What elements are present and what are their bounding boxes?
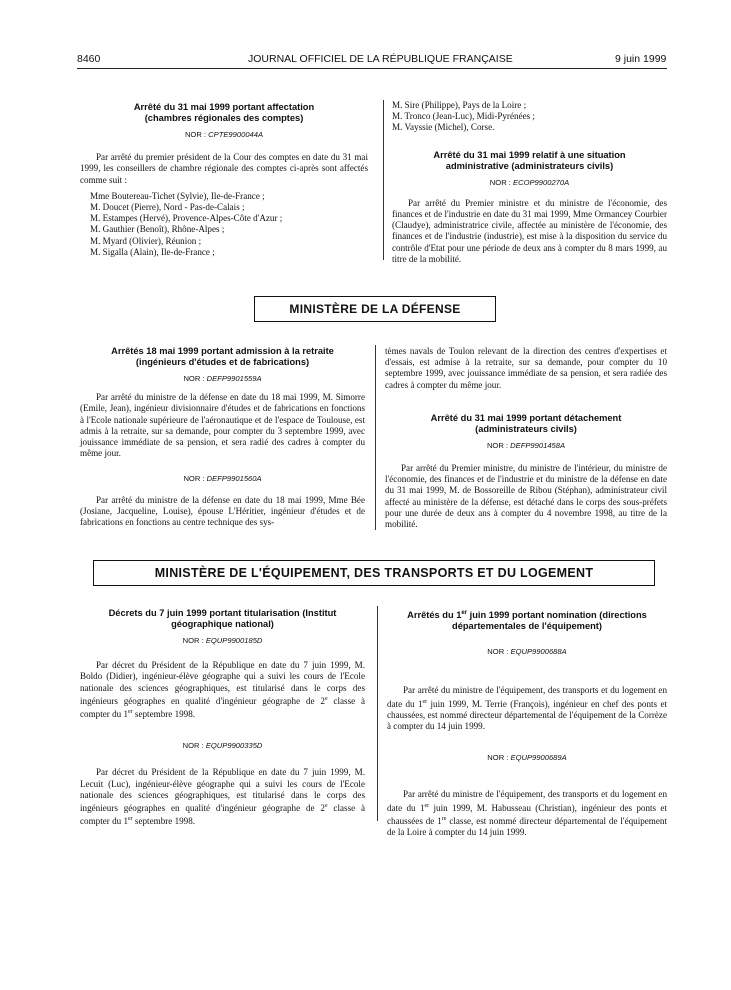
list-item: M. Sigalla (Alain), Ile-de-France ; xyxy=(90,246,215,257)
section1-left-column xyxy=(80,102,368,258)
column-separator xyxy=(383,100,384,260)
journal-title: JOURNAL OFFICIEL DE LA RÉPUBLIQUE FRANÇAISE xyxy=(248,53,513,65)
article-text: Par arrêté du ministre de la défense en date du 18 mai 1999, M. Simorre (Emile, Jean), ingénieur divisionnaire d'études et de fabrications en fonctions à l'Ecole nationale supérieure de l'aéronautique et de l'espace de Toulouse, est admis à la retraite, sur sa demande, pour compter du 3 septembre 1999, avec jouissance immédiate de sa pension, et sera radié des cadres à compter du même jour. xyxy=(80,392,365,459)
nor-reference: NOR : DEFP9901458A xyxy=(486,440,566,450)
nor-reference: NOR : DEFP9901559A xyxy=(183,374,262,383)
list-item: M. Gauthier (Benoît), Rhône-Alpes ; xyxy=(90,224,225,235)
article-title: Arrêtés 18 mai 1999 portant admission à la retraite (ingénieurs d'études et de fabrications) xyxy=(111,346,334,367)
section3-right-column xyxy=(387,608,667,838)
list-item: M. Myard (Olivier), Réunion ; xyxy=(90,235,202,246)
section3-left-column xyxy=(80,608,365,828)
article-text: Par arrêté du ministre de l'équipement, des transports et du logement en date du 1er juin 1999, M. Terrie (François), ingénieur en chef des ponts et chaussées, est nommé directeur départemental de l'équipement de la Corrèze à compter du 14 juin 1999. xyxy=(387,685,668,731)
list-item: M. Sire (Philippe), Pays de la Loire ; xyxy=(392,100,527,110)
section2-left-column xyxy=(80,346,365,528)
nor-reference: NOR : EQUP9900185D xyxy=(182,636,263,645)
page-number: 8460 xyxy=(77,53,101,65)
assignment-list xyxy=(80,191,368,258)
list-item: Mme Boutereau-Tichet (Sylvie), Ile-de-France ; xyxy=(90,190,265,201)
article-title: Décrets du 7 juin 1999 portant titularisation (Institut géographique national) xyxy=(108,608,337,629)
article-text: Par décret du Président de la République en date du 7 juin 1999, M. Lecuit (Luc), ingénieur-élève géographe qui a suivi les cours de l'Ecole nationale des sciences géographiques, est titularisé dans le corps des ingénieurs géographes en qualité d'ingénieur géographe de 2e classe à compter du 1er septembre 1998. xyxy=(80,767,366,827)
ministry-heading: MINISTÈRE DE L'ÉQUIPEMENT, DES TRANSPORTS ET DU LOGEMENT xyxy=(93,560,655,586)
article-text: Par arrêté du Premier ministre, du ministre de l'intérieur, du ministre de l'économie, des finances et de l'industrie et du ministre de la défense en date du 31 mai 1999, M. de Bossoreille de Ribou (Stéphan), administrateur civil affecté au ministère de la défense, est détaché dans le corps des sous-préfets pour une durée de deux ans à compter du 4 novembre 1998, au titre de la mobilité. xyxy=(385,463,667,530)
article-text: Par arrêté du ministre de la défense en date du 18 mai 1999, Mme Bée (Josiane, Jacqueline, Louise), épouse L'Héritier, ingénieur d'études et de fabrications en fonctions au centre technique des sys- xyxy=(80,494,365,528)
article-title: Arrêté du 31 mai 1999 portant affectation (chambres régionales des comptes) xyxy=(133,102,315,123)
article-text: Par décret du Président de la République en date du 7 juin 1999, M. Boldo (Didier), ingénieur-élève géographe qui a suivi les cours de l'Ecole nationale des sciences géographiques, est titularisé dans le corps des ingénieurs géographes en qualité d'ingénieur géographe de 2e classe à compter du 1er septembre 1998. xyxy=(80,660,366,720)
article-text: Par arrêté du Premier ministre et du ministre de l'économie, des finances et de l'industrie en date du 31 mai 1999, Mme Ormancey Courbier (Claudye), administratrice civile, affectée au ministère de l'économie, des finances et de l'industrie (industrie), est mise à la disposition du service du contrôle d'Etat pour une période de deux ans à compter du 8 mars 1999, au titre de la mobilité. xyxy=(392,197,667,264)
article-text-continued: tèmes navals de Toulon relevant de la direction des centres d'expertises et d'essais, est admise à la retraite, sur sa demande, pour compter du 10 septembre 1999, avec jouissance immédiate de sa pension, et sera radiée des cadres à compter du même jour. xyxy=(385,346,667,390)
nor-reference: NOR : CPTE9900044A xyxy=(184,130,264,139)
list-item: M. Estampes (Hervé), Provence-Alpes-Côte d'Azur ; xyxy=(90,213,283,224)
nor-reference: NOR : EQUP9900688A xyxy=(487,647,567,657)
list-item: M. Vayssie (Michel), Corse. xyxy=(392,122,495,133)
nor-reference: NOR : EQUP9900335D xyxy=(182,741,263,751)
nor-reference: NOR : ECOP9900270A xyxy=(489,177,570,187)
section2-right-column xyxy=(385,346,667,530)
column-separator xyxy=(377,606,378,821)
assignment-list-continued xyxy=(392,100,667,134)
article-title: Arrêtés du 1er juin 1999 portant nomination (directions départementales de l'équipement) xyxy=(407,610,647,632)
ministry-heading: MINISTÈRE DE LA DÉFENSE xyxy=(254,296,496,322)
list-item: M. Doucet (Pierre), Nord - Pas-de-Calais ; xyxy=(90,202,245,213)
article-intro: Par arrêté du premier président de la Cour des comptes en date du 31 mai 1999, les conseillers de chambre régionale des comptes ci-après sont affectés comme suit : xyxy=(80,152,368,185)
header-rule xyxy=(77,68,667,69)
article-title: Arrêté du 31 mai 1999 portant détachement (administrateurs civils) xyxy=(430,412,622,434)
article-text: Par arrêté du ministre de l'équipement, des transports et du logement en date du 1er juin 1999, M. Habusseau (Christian), ingénieur des ponts et chaussées de 1re classe, est nommé directeur départemental de l'équipement de la Loire à compter du 14 juin 1999. xyxy=(387,789,667,838)
article-title: Arrêté du 31 mai 1999 relatif à une situation administrative (administrateurs civils) xyxy=(433,149,626,171)
nor-reference: NOR : EQUP9900689A xyxy=(487,753,567,763)
list-item: M. Tronco (Jean-Luc), Midi-Pyrénées ; xyxy=(392,111,535,122)
nor-reference: NOR : DEFP9901560A xyxy=(183,474,262,484)
header-date: 9 juin 1999 xyxy=(615,53,667,65)
section1-right-column xyxy=(392,100,667,265)
column-separator xyxy=(375,345,376,530)
